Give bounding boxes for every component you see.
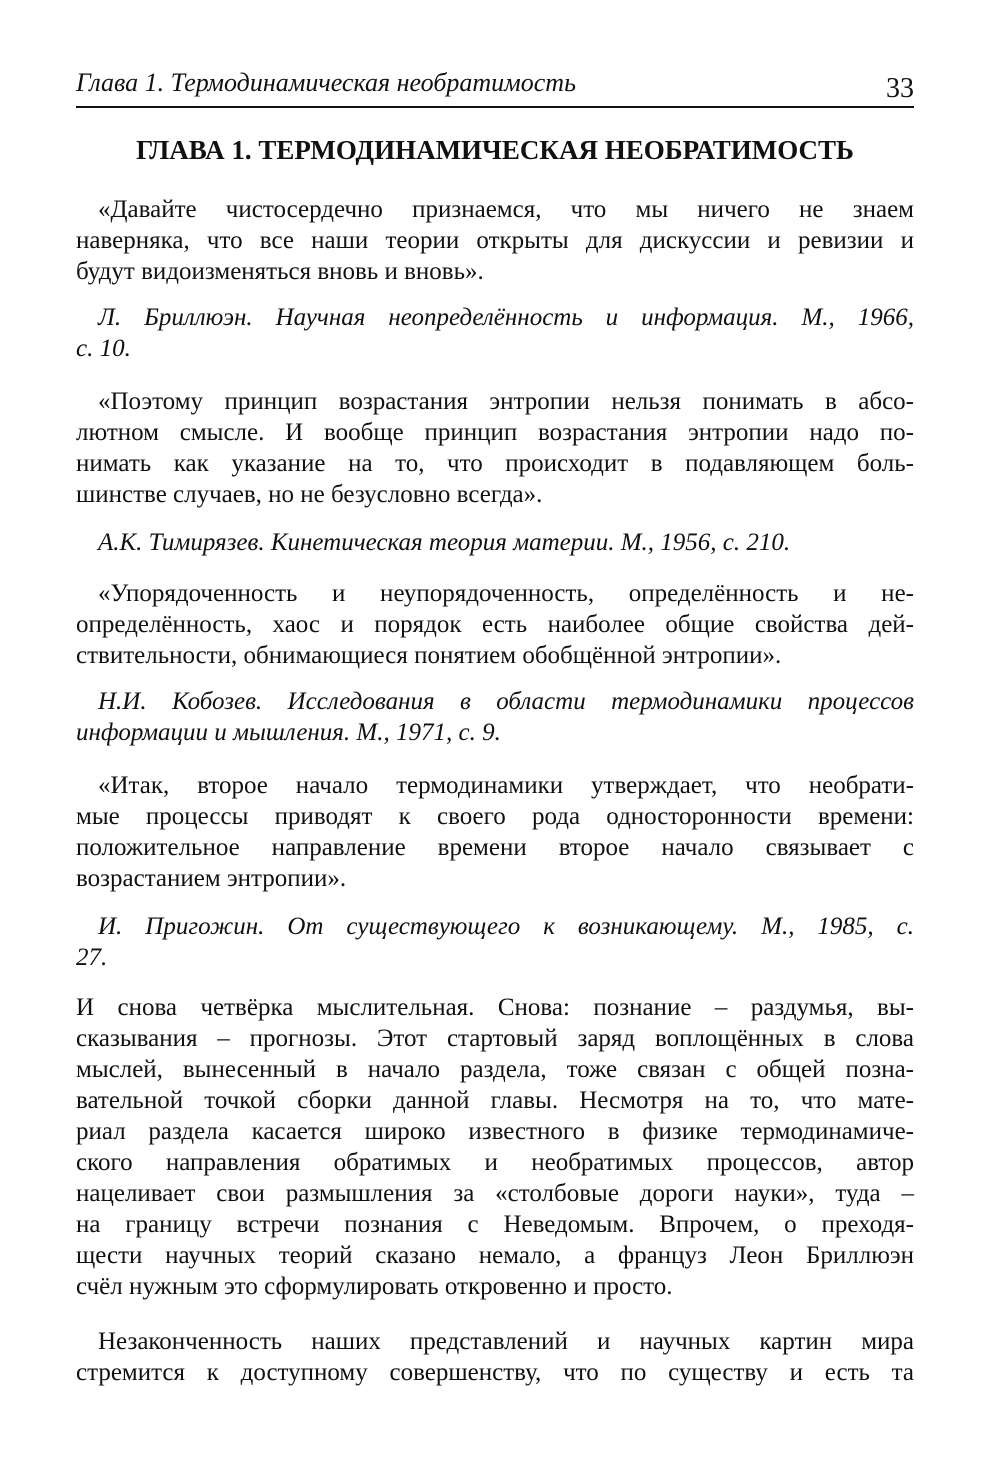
quote-line: мые процессы приводят к своего рода односторонности времени: <box>76 803 914 830</box>
epigraph-source-3 <box>76 686 914 748</box>
chapter-title: ГЛАВА 1. ТЕРМОДИНАМИЧЕСКАЯ НЕОБРАТИМОСТЬ <box>136 135 854 165</box>
paragraph-line: риал раздела касается широко известного в физике термодинамиче- <box>76 1118 914 1145</box>
paragraph-line: нацеливает свои размышления за «столбовые дороги науки», туда – <box>76 1180 914 1207</box>
header-rule <box>76 106 914 108</box>
source-line: информации и мышления. М., 1971, с. 9. <box>76 719 501 746</box>
source-line: А.К. Тимирязев. Кинетическая теория материи. М., 1956, с. 210. <box>98 529 791 556</box>
running-title: Глава 1. Термодинамическая необратимость <box>76 68 576 97</box>
page-number: 33 <box>886 73 914 104</box>
source-line: И. Пригожин. От существующего к возникающему. М., 1985, с. <box>98 913 914 940</box>
quote-line: «Поэтому принцип возрастания энтропии нельзя понимать в абсо- <box>98 388 914 415</box>
paragraph-line: на границу встречи познания с Неведомым. Впрочем, о преходя- <box>76 1211 914 1238</box>
paragraph-line: счёл нужным это сформулировать откровенно и просто. <box>76 1273 673 1300</box>
epigraph-quote-3 <box>76 578 914 671</box>
epigraph-source-1 <box>76 302 914 364</box>
epigraph-source-2 <box>76 527 914 558</box>
quote-line: будут видоизменяться вновь и вновь». <box>76 258 484 285</box>
paragraph-line: стремится к доступному совершенству, что по существу и есть та <box>76 1359 914 1386</box>
quote-line: «Давайте чистосердечно признаемся, что мы ничего не знаем <box>98 196 914 223</box>
paragraph-line: щести научных теорий сказано немало, а француз Леон Бриллюэн <box>76 1242 914 1269</box>
quote-line: нимать как указание на то, что происходит в подавляющем боль- <box>76 450 914 477</box>
paragraph-line: мыслей, вынесенный в начало раздела, тоже связан с общей позна- <box>76 1056 914 1083</box>
quote-line: определённость, хаос и порядок есть наиболее общие свойства дей- <box>76 611 914 638</box>
source-line: Л. Бриллюэн. Научная неопределённость и информация. М., 1966, <box>98 304 914 331</box>
source-line: Н.И. Кобозев. Исследования в области термодинамики процессов <box>98 688 914 715</box>
quote-line: возрастанием энтропии». <box>76 865 347 892</box>
epigraph-source-4 <box>76 911 914 973</box>
body-paragraph-2 <box>76 1326 914 1388</box>
quote-line: «Упорядоченность и неупорядоченность, определённость и не- <box>98 580 914 607</box>
paragraph-line: И снова четвёрка мыслительная. Снова: познание – раздумья, вы- <box>76 994 914 1021</box>
quote-line: «Итак, второе начало термодинамики утверждает, что необрати- <box>98 772 914 799</box>
paragraph-line: Незаконченность наших представлений и научных картин мира <box>98 1328 914 1355</box>
source-line: с. 10. <box>76 335 131 362</box>
epigraph-quote-2 <box>76 386 914 510</box>
source-line: 27. <box>76 944 108 971</box>
quote-line: шинстве случаев, но не безусловно всегда». <box>76 481 543 508</box>
quote-line: наверняка, что все наши теории открыты для дискуссии и ревизии и <box>76 227 914 254</box>
paragraph-line: ского направления обратимых и необратимых процессов, автор <box>76 1149 914 1176</box>
epigraph-quote-4 <box>76 770 914 894</box>
running-header <box>76 66 914 106</box>
quote-line: лютном смысле. И вообще принцип возрастания энтропии надо по- <box>76 419 914 446</box>
quote-line: ствительности, обнимающиеся понятием обобщённой энтропии». <box>76 642 782 669</box>
paragraph-line: сказывания – прогнозы. Этот стартовый заряд воплощённых в слова <box>76 1025 914 1052</box>
body-paragraph-1 <box>76 992 914 1302</box>
paragraph-line: вательной точкой сборки данной главы. Несмотря на то, что мате- <box>76 1087 914 1114</box>
epigraph-quote-1 <box>76 194 914 287</box>
quote-line: положительное направление времени второе начало связывает с <box>76 834 914 861</box>
